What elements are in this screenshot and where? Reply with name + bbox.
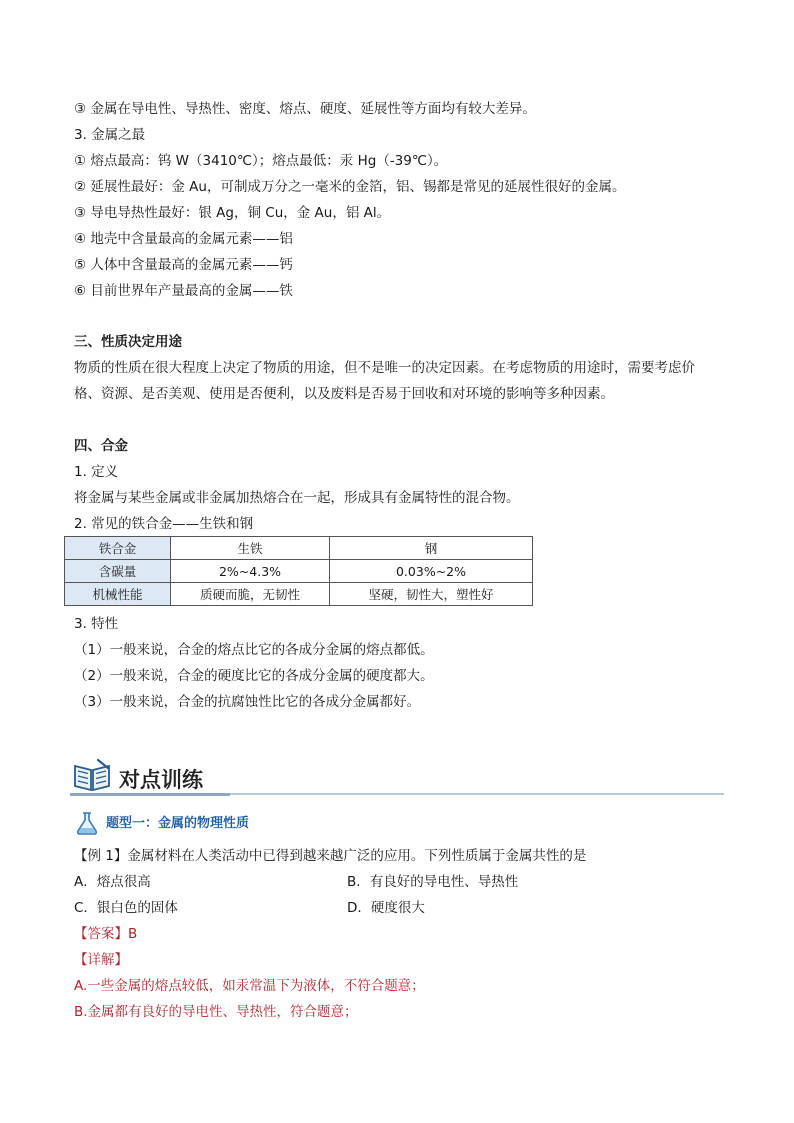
list-item: （1）一般来说，合金的熔点比它的各成分金属的熔点都低。 [74,642,434,658]
answer-label: 【答案】 [74,926,128,942]
detail-line: B.金属都有良好的导电性、导热性，符合题意； [74,1004,358,1020]
table-row [65,560,533,583]
section-heading: 四、合金 [74,438,128,454]
table-cell: 钢 [330,537,533,560]
paragraph-line: 格、资源、是否美观、使用是否便利，以及废料是否易于回收和对环境的影响等多种因素。 [74,386,614,402]
text-line: ④ 地壳中含量最高的金属元素——铝 [74,231,293,247]
paragraph-line: 物质的性质在很大程度上决定了物质的用途，但不是唯一的决定因素。在考虑物质的用途时，需要考虑价 [74,360,695,376]
option-d: D．硬度很大 [347,900,425,916]
question-type-label: 题型一：金属的物理性质 [106,816,250,831]
detail-label: 【详解】 [74,952,128,968]
table-row [65,583,533,606]
table-cell: 铁合金 [65,537,171,560]
subheading: 2. 常见的铁合金——生铁和钢 [74,516,254,532]
table-cell: 含碳量 [65,560,171,583]
text-line: ③ 导电导热性最好：银 Ag，铜 Cu，金 Au，铝 Al。 [74,205,391,221]
question-text: 【例 1】金属材料在人类活动中已得到越来越广泛的应用。下列性质属于金属共性的是 [74,848,587,864]
table-cell: 2%~4.3% [171,560,330,583]
detail-line: A.一些金属的熔点较低，如汞常温下为液体，不符合题意； [74,978,425,994]
text-line: ② 延展性最好：金 Au，可制成万分之一毫米的金箔，铝、锡都是常见的延展性很好的金属。 [74,179,626,195]
text-line: ⑥ 目前世界年产量最高的金属——铁 [74,283,293,299]
option-a: A．熔点很高 [74,874,151,890]
paragraph-line: 将金属与某些金属或非金属加热熔合在一起，形成具有金属特性的混合物。 [74,490,520,506]
book-icon [72,758,112,792]
divider-accent [70,793,230,796]
text-line: ⑤ 人体中含量最高的金属元素——钙 [74,257,293,273]
iron-alloy-table [64,536,533,606]
option-c: C．银白色的固体 [74,900,178,916]
table-cell: 0.03%~2% [330,560,533,583]
flask-icon [74,810,100,836]
subheading: 1. 定义 [74,464,119,480]
section-heading: 三、性质决定用途 [74,334,182,350]
text-line: ① 熔点最高：钨 W（3410℃）；熔点最低：汞 Hg（-39℃）。 [74,153,448,169]
list-item: （3）一般来说，合金的抗腐蚀性比它的各成分金属都好。 [74,694,421,710]
table-cell: 机械性能 [65,583,171,606]
section-title: 对点训练 [119,768,203,792]
table-cell: 质硬而脆，无韧性 [171,583,330,606]
list-item: （2）一般来说，合金的硬度比它的各成分金属的硬度都大。 [74,668,434,684]
subheading: 3. 特性 [74,616,119,632]
table-cell: 生铁 [171,537,330,560]
option-b: B．有良好的导电性、导热性 [347,874,519,890]
table-row [65,537,533,560]
answer-line [74,924,137,944]
text-line: ③ 金属在导电性、导热性、密度、熔点、硬度、延展性等方面均有较大差异。 [74,101,536,117]
table-cell: 坚硬，韧性大，塑性好 [330,583,533,606]
text-line: 3. 金属之最 [74,127,146,143]
answer-value: B [128,926,138,942]
